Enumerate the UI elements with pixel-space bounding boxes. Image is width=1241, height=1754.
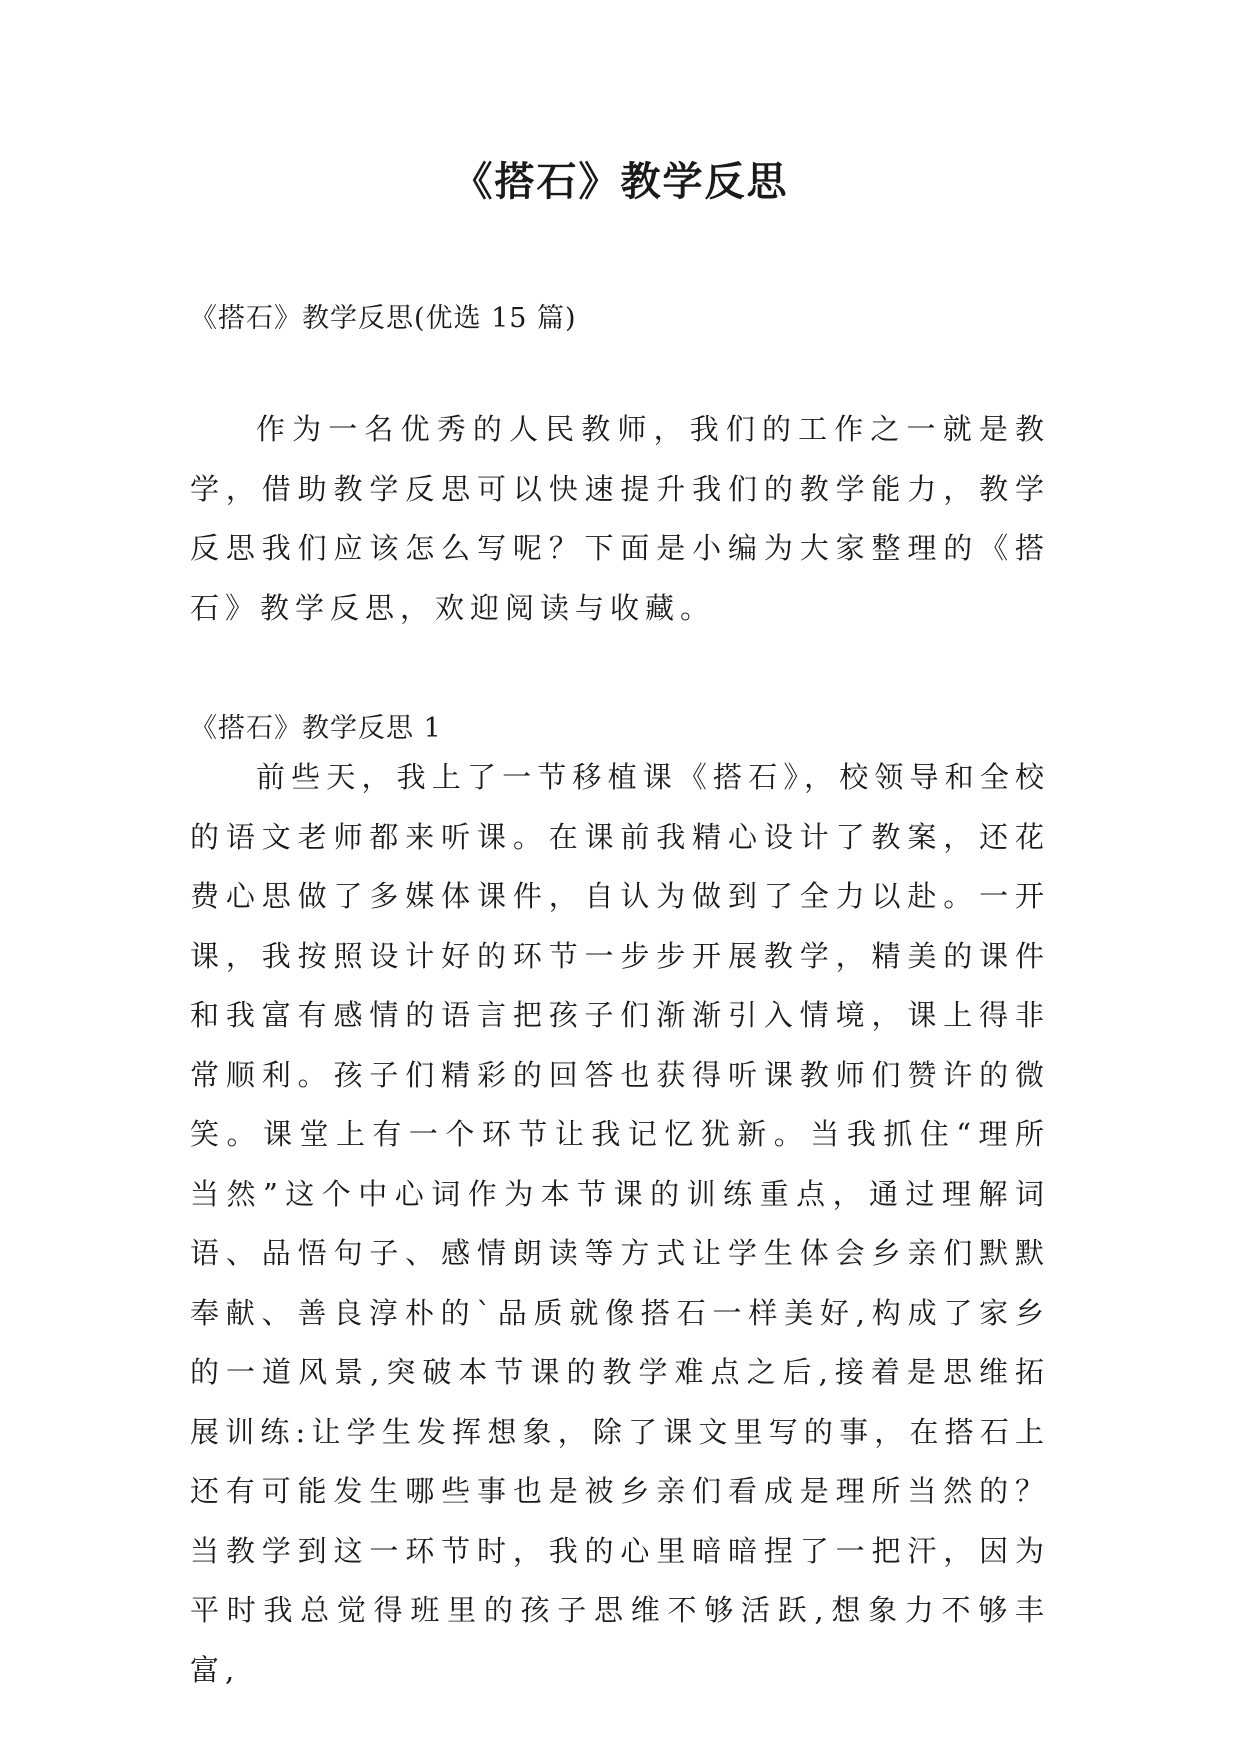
document-title: 《搭石》教学反思 <box>452 158 789 205</box>
intro-paragraph: 作为一名优秀的人民教师，我们的工作之一就是教学，借助教学反思可以快速提升我们的教学能力，教学反思我们应该怎么写呢？下面是小编为大家整理的《搭石》教学反思，欢迎阅读与收藏。 <box>190 412 1050 625</box>
section-paragraph-1: 前些天，我上了一节移植课《搭石》，校领导和全校的语文老师都来听课。在课前我精心设计了教案，还花费心思做了多媒体课件，自认为做到了全力以赴。一开课，我按照设计好的环节一步步开展教学，精美的课件和我富有感情的语言把孩子们渐渐引入情境，课上得非常顺利。孩子们精彩的回答也获得听课教师们赞许的微笑。课堂上有一个环节让我记忆犹新。当我抓住“理所当然”这个中心词作为本节课的训练重点，通过理解词语、品悟句子、感情朗读等方式让学生体会乡亲们默默奉献、善良淳朴的`品质就像搭石一样美好,构成了家乡的一道风景,突破本节课的教学难点之后,接着是思维拓展训练:让学生发挥想象，除了课文里写的事，在搭石上还有可能发生哪些事也是被乡亲们看成是理所当然的？当教学到这一环节时，我的心里暗暗捏了一把汗，因为平时我总觉得班里的孩子思维不够活跃,想象力不够丰富, <box>190 760 1050 1687</box>
section-heading-1: 《搭石》教学反思 1 <box>190 713 442 744</box>
document-subtitle: 《搭石》教学反思(优选 15 篇) <box>190 303 577 334</box>
